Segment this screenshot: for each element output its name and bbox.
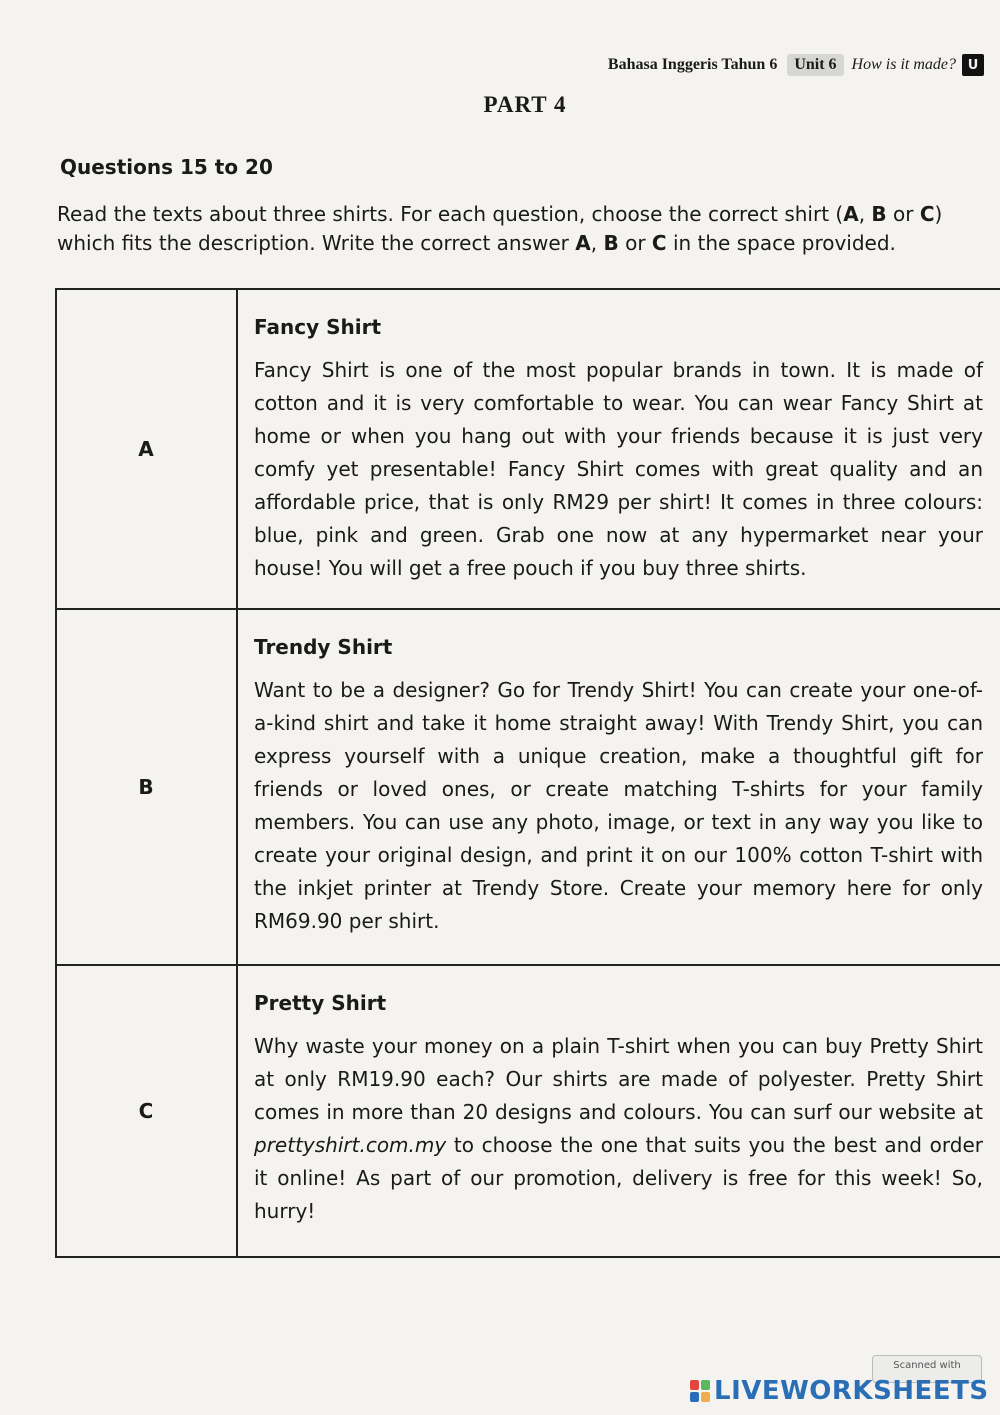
answer-a: A [575,231,591,255]
publisher-logo-icon: U [962,54,984,76]
shirt-letter: C [56,965,237,1257]
instructions-sep: , [858,202,872,226]
option-b: B [871,202,887,226]
table-row [56,965,1000,1257]
shirt-letter: B [56,609,237,965]
brand-text: LIVEWORKSHEETS [714,1376,989,1406]
shirt-name: Trendy Shirt [254,635,393,659]
unit-badge: Unit 6 [787,54,843,76]
table-row [56,289,1000,609]
instructions-sep: or [618,231,652,255]
unit-topic: How is it made? [851,56,956,73]
table-row [56,609,1000,965]
book-title: Bahasa Inggeris Tahun 6 [607,56,778,73]
logo-square-icon [701,1380,710,1390]
instructions [57,200,997,258]
instructions-sep: or [886,202,920,226]
answer-b: B [603,231,619,255]
option-c: C [919,202,935,226]
shirts-table [55,288,1000,1258]
logo-square-icon [690,1392,699,1402]
logo-square-icon [690,1380,699,1390]
shirt-description [237,289,1000,609]
instructions-text: Read the texts about three shirts. For each question, choose the correct shirt ( [57,202,844,226]
shirt-description [237,965,1000,1257]
shirt-text: Fancy Shirt is one of the most popular brands in town. It is made of cotton and it is very comfortable to wear. You can wear Fancy Shirt at home or when you hang out with your friends because it is just very comfy yet presentable! Fancy Shirt comes with great quality and an affordable price, that is only RM29 per shirt! It comes in three colours: blue, pink and green. Grab one now at any hypermarket near your house! You will get a free pouch if you buy three shirts. [254,358,983,580]
scan-badge: Scanned with [872,1355,982,1383]
liveworksheets-logo-icon [690,1380,710,1402]
answer-c: C [651,231,667,255]
shirt-name: Fancy Shirt [254,315,382,339]
page-header [0,50,1000,80]
instructions-sep: , [590,231,604,255]
instructions-text: ) which fits the description. Write the correct answer [57,202,943,255]
shirt-description [237,609,1000,965]
shirt-letter: A [56,289,237,609]
shirt-text-after: to choose the one that suits you the best and order it online! As part of our promotion, delivery is free for this week! So, hurry! [254,1133,983,1223]
logo-square-icon [701,1392,710,1402]
website-link: prettyshirt.com.my [254,1133,447,1157]
shirt-text: Want to be a designer? Go for Trendy Shirt! You can create your one-of-a-kind shirt and take it home straight away! With Trendy Shirt, you can express yourself with a unique creation, make a thoughtful gift for friends or loved ones, or create matching T-shirts for your family members. You can use any photo, image, or text in any way you like to create your original design, and print it on our 100% cotton T-shirt with the inkjet printer at Trendy Store. Create your memory here for only RM69.90 per shirt. [254,678,983,933]
part-title: PART 4 [483,92,567,117]
shirt-name: Pretty Shirt [254,991,387,1015]
shirt-text-before: Why waste your money on a plain T-shirt when you can buy Pretty Shirt at only RM19.90 each? Our shirts are made of polyester. Pretty Shirt comes in more than 20 designs and colours. You can surf our website at [254,1034,983,1124]
option-a: A [843,202,859,226]
liveworksheets-brand[interactable] [690,1376,989,1406]
instructions-text: in the space provided. [666,231,896,255]
questions-range: Questions 15 to 20 [60,155,273,179]
shirt-text [254,1030,983,1228]
